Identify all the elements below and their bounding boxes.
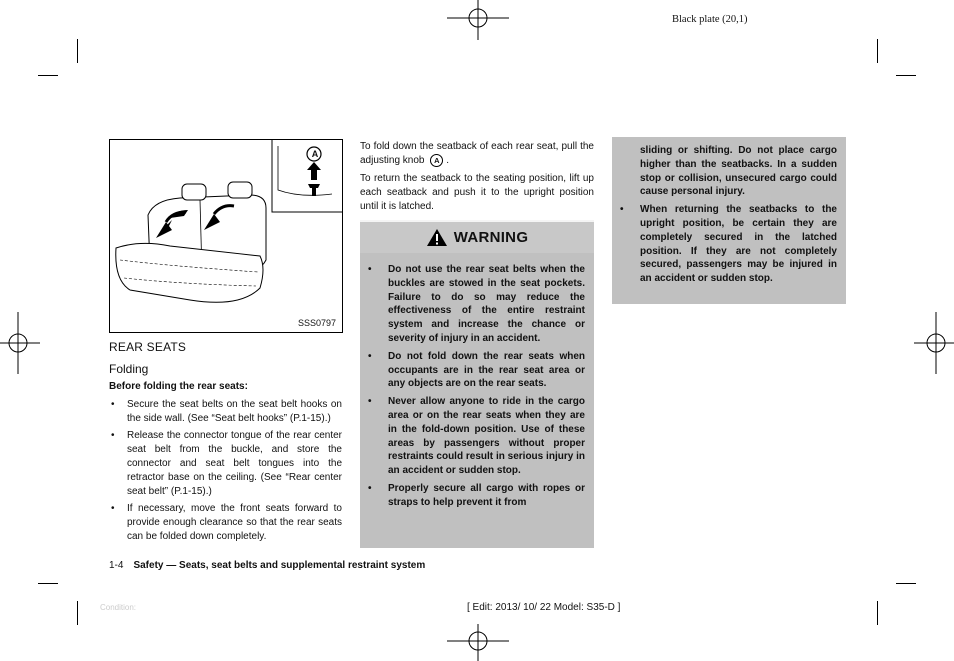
crop-mark <box>38 75 58 76</box>
crop-mark <box>877 601 878 625</box>
return-instruction: To return the seatback to the seating position, lift up each seatback and push it to the upright position until it is latched. <box>360 173 594 212</box>
before-folding-label: Before folding the rear seats: <box>109 381 248 392</box>
fold-instruction-end: . <box>446 155 450 167</box>
warning-list <box>360 263 594 510</box>
chapter-title: Safety — Seats, seat belts and supplemental restraint system <box>133 560 426 571</box>
registration-mark-right <box>914 312 954 374</box>
warning-item: • When returning the seatbacks to the upright position, be certain they are completely secured in the latched position. If they are not completely secured, passengers may be injured in an accident or sudden stop. <box>612 203 846 286</box>
rear-seat-figure <box>109 139 343 333</box>
plate-label: Black plate (20,1) <box>672 14 748 25</box>
warning-box <box>360 253 594 548</box>
preparation-list <box>109 398 342 547</box>
registration-mark-bottom <box>447 624 509 661</box>
crop-mark <box>896 583 916 584</box>
warning-item: • Properly secure all cargo with ropes or straps to help prevent it from <box>360 482 594 510</box>
fold-instruction-text: To fold down the seatback of each rear seat, pull the adjusting knob <box>360 141 594 167</box>
fold-instruction <box>360 140 594 168</box>
warning-item-continued: sliding or shifting. Do not place cargo higher than the seatbacks. In a sudden stop or collision, unsecured cargo could cause personal injury. <box>640 145 837 198</box>
warning-list-continued <box>612 144 846 286</box>
crop-mark <box>38 583 58 584</box>
callout-letter: A <box>311 149 319 159</box>
page-number: 1-4 <box>109 560 124 571</box>
registration-mark-left <box>0 312 40 374</box>
warning-header <box>360 220 594 253</box>
crop-mark <box>877 39 878 63</box>
rear-seat-illustration <box>110 140 342 332</box>
registration-mark-top <box>447 0 509 40</box>
condition-label: Condition: <box>100 603 137 612</box>
list-item: • Release the connector tongue of the rear center seat belt from the buckle, and store the connector and seat belt tongues into the retractor base on the ceiling. (See “Rear center seat belt” (P.1-15).) <box>109 429 342 499</box>
crop-mark <box>896 75 916 76</box>
warning-item: • Do not use the rear seat belts when the buckles are stowed in the seat pockets. Failure to do so may reduce the effectiveness of the entire restraint system and increase the chance or severity of injury in an accident. <box>360 263 594 346</box>
list-item: • Secure the seat belts on the seat belt hooks on the side wall. (See “Seat belt hooks” (P.1-15).) <box>109 398 342 426</box>
crop-mark <box>77 601 78 625</box>
edit-info: [ Edit: 2013/ 10/ 22 Model: S35-D ] <box>467 602 621 613</box>
crop-mark <box>77 39 78 63</box>
page-footer <box>109 560 425 571</box>
warning-item: • Do not fold down the rear seats when occupants are in the rear seat area or any objects are on the rear seats. <box>360 350 594 391</box>
section-title: REAR SEATS <box>109 340 187 354</box>
knob-callout-icon: A <box>430 154 443 167</box>
warning-triangle-icon <box>426 228 448 247</box>
list-item: • If necessary, move the front seats forward to provide enough clearance so that the rear seats can be folded down completely. <box>109 502 342 544</box>
section-subtitle: Folding <box>109 362 149 376</box>
warning-title: WARNING <box>453 229 529 246</box>
warning-item: • Never allow anyone to ride in the cargo area or on the rear seats when they are in the fold-down position. Use of these areas by passengers without proper restraints could result in serious injury in an accident or sudden stop. <box>360 395 594 478</box>
figure-id: SSS0797 <box>297 318 336 328</box>
warning-box-continued <box>612 137 846 304</box>
